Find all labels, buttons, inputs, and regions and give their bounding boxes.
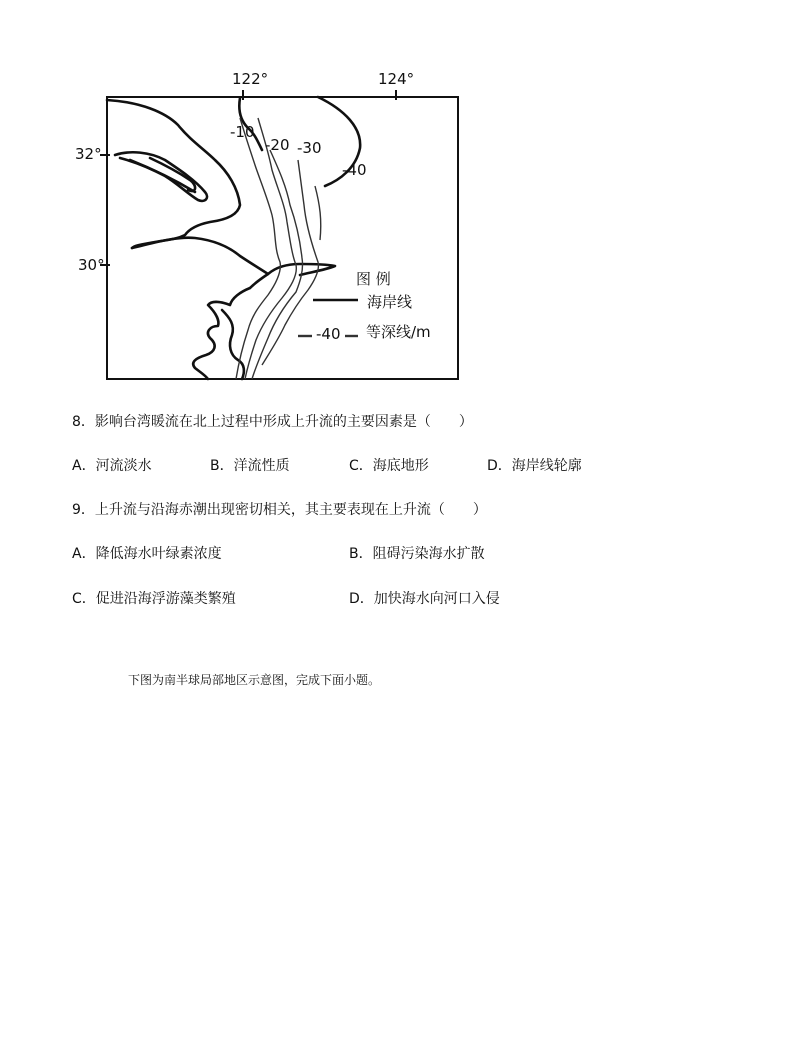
question-9-option-d: D．加快海水向河口入侵 — [349, 591, 500, 607]
lon-label-124: 124° — [378, 70, 415, 88]
question-9-option-a: A．降低海水叶绿素浓度 — [72, 546, 222, 562]
lat-label-32: 32° — [75, 145, 102, 163]
question-8-option-d: D．海岸线轮廓 — [487, 458, 582, 474]
intro-text: 下图为南半球局部地区示意图，完成下面小题。 — [128, 673, 381, 687]
isobath-label-20: -20 — [265, 136, 290, 154]
lat-label-30: 30° — [78, 256, 105, 274]
question-9-option-b: B．阻碍污染海水扩散 — [349, 546, 485, 562]
question-8-option-b: B．洋流性质 — [210, 458, 290, 474]
isobath-label-40: -40 — [342, 161, 367, 179]
legend-coastline-label: 海岸线 — [367, 293, 413, 311]
question-9-option-c: C．促进沿海浮游藻类繁殖 — [72, 591, 236, 607]
isobath-label-10: -10 — [230, 123, 255, 141]
question-8-option-a: A．河流淡水 — [72, 458, 152, 474]
question-8-stem: 8．影响台湾暖流在北上过程中形成上升流的主要因素是（ ） — [72, 414, 473, 430]
lon-label-122: 122° — [232, 70, 269, 88]
legend-title: 图 例 — [356, 270, 391, 288]
legend-isobath-label: 等深线/m — [366, 323, 431, 341]
question-8-option-c: C．海底地形 — [349, 458, 429, 474]
isobath-label-30: -30 — [297, 139, 322, 157]
legend-isobath-sample-label: -40 — [316, 325, 341, 343]
isobaths — [236, 118, 321, 379]
question-9-stem: 9．上升流与沿海赤潮出现密切相关，其主要表现在上升流（ ） — [72, 502, 487, 518]
